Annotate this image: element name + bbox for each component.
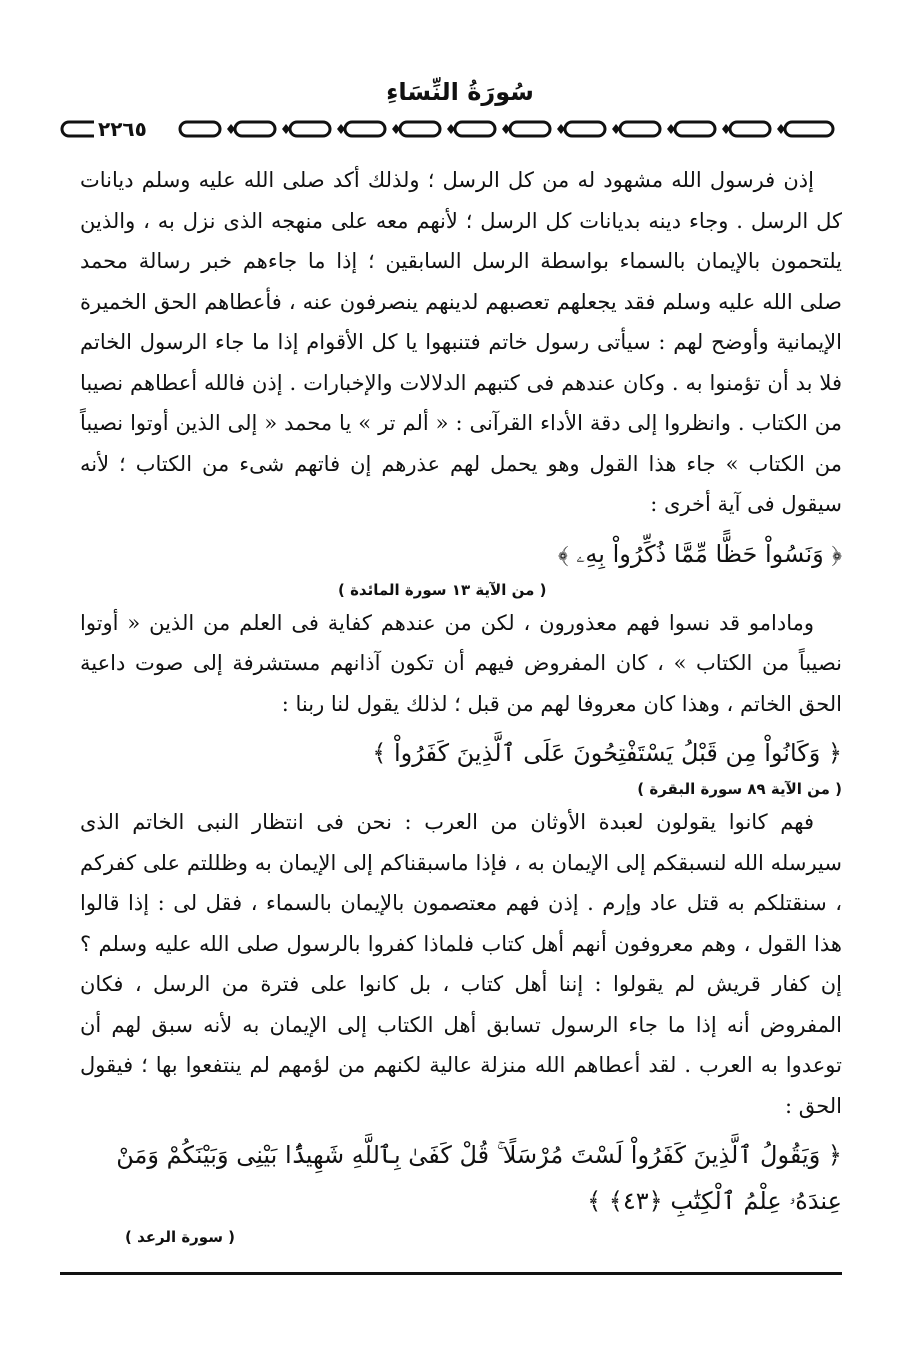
paragraph-3: فهم كانوا يقولون لعبدة الأوثان من العرب : نحن فى انتظار النبى الخاتم الذى سيرسله الله لنسبقكم إلى الإيمان به ، فإذا ماسبقناكم إلى الإيمان به وظللتم على كفركم ، سنقتلكم به قتل عاد وإرم . إذن فهم معتصمون بالإيمان بالسماء ، فقل لى : إذا قالوا هذا القول ، وهم معروفون أنهم أهل كتاب فلماذا كفروا بالرسول صلى الله عليه وسلم ؟ إن كفار قريش لم يقولوا : إننا أهل كتاب ، بل كانوا على فترة من الرسل ، فكان المفروض أنه إذا ما جاء الرسول تسابق أهل الكتاب إلى الإيمان به لأنه سبق لهم أن توعدوا به العرب . لقد أعطاهم الله منزلة عالية لكنهم من لؤمهم لم ينتفعوا بها ؛ فيقول الحق : [80, 810, 842, 1118]
paragraph-1: إذن فرسول الله مشهود له من كل الرسل ؛ ولذلك أكد صلى الله عليه وسلم ديانات كل الرسل . وجاء دينه بديانات كل الرسل ؛ لأنهم معه على منهجه الذى نزل به ، والذين يلتحمون بالإيمان بالسماء بواسطة الرسل السابقين ؛ إذا ما جاءهم خبر رسالة محمد صلى الله عليه وسلم فقد يجعلهم تعصبهم لدينهم ينصرفون عنه ، فأعطاهم الحق الخميرة الإيمانية وأوضح لهم : سيأتى رسول خاتم فتنبهوا يا كل الأقوام إذا ما جاء الرسول الخاتم فلا بد أن تؤمنوا به . وكان عندهم فى كتبهم الدلالات والإخبارات . إذن فالله أعطاهم نصيبا من الكتاب . وانظروا إلى دقة الأداء القرآنى : « ألم تر » يا محمد « إلى الذين أوتوا نصيباً من الكتاب » جاء هذا القول وهو يحمل لهم عذرهم إن فاتهم شىء من الكتاب ؛ لأنه سيقول فى آية أخرى : [80, 168, 842, 516]
surah-title: سُورَةُ النِّسَاءِ [386, 78, 534, 106]
ornamental-header-border [60, 114, 840, 144]
verse-reference-3: ( سورة الرعد ) [125, 1228, 236, 1246]
quran-verse-2: ﴿ وَكَانُواْ مِن قَبْلُ يَسْتَفْتِحُونَ عَلَى ٱلَّذِينَ كَفَرُواْ ﴾ [372, 739, 842, 767]
verse-reference-1: ( من الآية ١٣ سورة المائدة ) [338, 580, 547, 599]
quran-verse-3: ﴿ وَيَقُولُ ٱلَّذِينَ كَفَرُواْ لَسْتَ مُرْسَلًا ۚ قُلْ كَفَىٰ بِٱللَّهِ شَهِيدًۢا بَيْنِى وَبَيْنَكُمْ وَمَنْ عِندَهُۥ عِلْمُ ٱلْكِتَٰبِ ﴿٤٣﴾ ﴾ [116, 1141, 842, 1215]
quran-verse-1: ﴿ وَنَسُواْ حَظًّا مِّمَّا ذُكِّرُواْ بِهِۦ ﴾ [558, 539, 842, 568]
page-body [80, 160, 842, 1250]
footer-rule [60, 1272, 842, 1275]
paragraph-2: ومادامو قد نسوا فهم معذورون ، لكن من عندهم كفاية فى العلم من الذين « أوتوا نصيباً من الكتاب » ، كان المفروض فيهم أن تكون آذانهم مستشرفة إلى صوت داعية الحق الخاتم ، وهذا كان معروفا لهم من قبل ؛ لذلك يقول لنا ربنا : [80, 610, 842, 716]
page-number: ٢٢٦٥ [94, 114, 151, 144]
verse-reference-2: ( من الآية ٨٩ سورة البقرة ) [637, 780, 842, 798]
